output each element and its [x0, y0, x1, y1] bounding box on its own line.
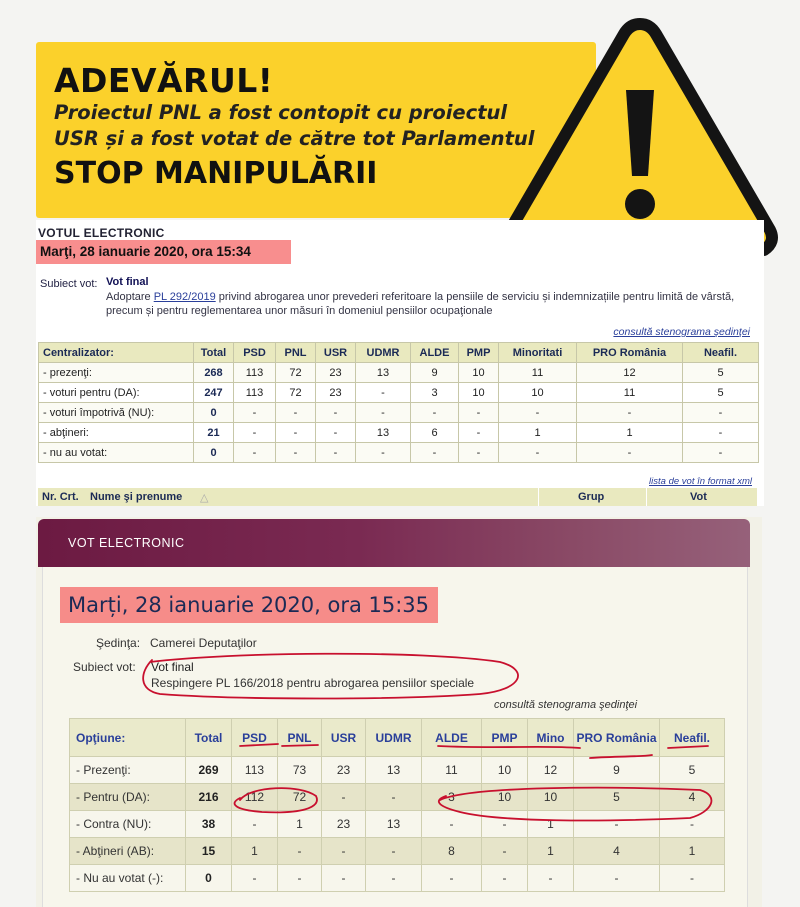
subject-text [106, 290, 761, 318]
table-cell: - [482, 838, 528, 865]
table-cell: - [574, 865, 660, 892]
table-cell: 6 [411, 423, 459, 443]
table-cell: 72 [278, 784, 322, 811]
nr-crt-header[interactable]: Nr. Crt. [42, 491, 79, 503]
table-cell: 1 [528, 811, 574, 838]
banner-stop-text: STOP MANIPULĂRII [54, 156, 378, 191]
table-cell: 10 [482, 784, 528, 811]
table-cell: 268 [194, 363, 234, 383]
table-cell: 13 [366, 811, 422, 838]
table-cell: 9 [574, 757, 660, 784]
table-cell: 10 [499, 383, 577, 403]
table-cell: - [356, 443, 411, 463]
table-cell: 247 [194, 383, 234, 403]
column-header: Opţiune: [70, 719, 186, 757]
table-cell: 0 [194, 443, 234, 463]
vote-header: VOTUL ELECTRONIC [38, 226, 165, 240]
table-cell: - [366, 784, 422, 811]
column-header: USR [316, 343, 356, 363]
table-cell: 10 [482, 757, 528, 784]
table-cell: - [356, 403, 411, 423]
table-cell: - [316, 403, 356, 423]
table-cell: - [278, 865, 322, 892]
table-cell: 1 [660, 838, 725, 865]
xml-list-link[interactable]: lista de vot în format xml [649, 476, 752, 487]
table-cell: - [232, 811, 278, 838]
banner-line-1: Proiectul PNL a fost contopit cu proiectul [54, 101, 508, 124]
table-row [70, 838, 725, 865]
deputies-list-header [38, 488, 757, 506]
table-cell: - [660, 811, 725, 838]
table-row [39, 383, 759, 403]
table-cell: - [422, 865, 482, 892]
table-cell: 13 [356, 423, 411, 443]
table-header-row [39, 343, 759, 363]
subject-text-after: privind abrogarea unor prevederi referitoare la pensiile de serviciu și indemnizațiile pentru limită de vârstă, precum și pentru reglementarea unor măsuri în domeniul pensiilor ocupaţionale [106, 291, 735, 317]
table-cell: - [577, 403, 683, 423]
subject-title: Vot final [106, 276, 149, 288]
subject-text: Respingere PL 166/2018 pentru abrogarea pensiilor speciale [151, 676, 475, 690]
table-cell: - [276, 403, 316, 423]
column-header: ALDE [422, 719, 482, 757]
column-header: ALDE [411, 343, 459, 363]
table-cell: - [411, 403, 459, 423]
table-cell: 0 [186, 865, 232, 892]
table-cell: 9 [411, 363, 459, 383]
table-cell: 0 [194, 403, 234, 423]
table-row [70, 865, 725, 892]
table-row [70, 784, 725, 811]
column-header: PMP [482, 719, 528, 757]
table-cell: - [232, 865, 278, 892]
table-cell: 1 [577, 423, 683, 443]
table-cell: - [234, 423, 276, 443]
table-cell: 13 [356, 363, 411, 383]
table-cell: 12 [577, 363, 683, 383]
table-cell: - [499, 403, 577, 423]
table-row [70, 811, 725, 838]
table-cell: - [276, 443, 316, 463]
table-cell: 10 [459, 383, 499, 403]
table-cell: - [322, 838, 366, 865]
table-cell: - [459, 423, 499, 443]
table-cell: - [234, 443, 276, 463]
column-header: Centralizator: [39, 343, 194, 363]
table-cell: - [482, 865, 528, 892]
table-cell: - [316, 443, 356, 463]
table-cell: - [278, 838, 322, 865]
table-cell: - [528, 865, 574, 892]
row-label: - Nu au votat (-): [70, 865, 186, 892]
table-cell: - [683, 443, 759, 463]
table-row [39, 443, 759, 463]
vote-summary-table [38, 342, 759, 463]
column-header: UDMR [356, 343, 411, 363]
table-cell: 269 [186, 757, 232, 784]
transcript-link[interactable]: consultă stenograma şedinţei [494, 699, 638, 711]
banner-title: ADEVĂRUL! [54, 61, 274, 100]
table-cell: - [574, 811, 660, 838]
table-cell: 10 [528, 784, 574, 811]
row-label: - voturi pentru (DA): [39, 383, 194, 403]
table-row [39, 403, 759, 423]
table-cell: 1 [499, 423, 577, 443]
table-cell: 13 [366, 757, 422, 784]
table-cell: - [422, 811, 482, 838]
table-cell: - [482, 811, 528, 838]
column-header: Total [186, 719, 232, 757]
row-label: - voturi împotrivă (NU): [39, 403, 194, 423]
table-cell: - [366, 865, 422, 892]
vote-date-highlighted: Marţi, 28 ianuarie 2020, ora 15:34 [36, 240, 291, 264]
vote-screenshot-1534 [36, 220, 764, 506]
table-cell: - [499, 443, 577, 463]
table-row [39, 363, 759, 383]
name-header[interactable]: Nume şi prenume [90, 491, 183, 503]
row-label: - Prezenţi: [70, 757, 186, 784]
table-cell: 12 [528, 757, 574, 784]
table-cell: 72 [276, 363, 316, 383]
table-cell: - [234, 403, 276, 423]
table-cell: - [459, 443, 499, 463]
table-cell: 113 [232, 757, 278, 784]
table-cell: 11 [422, 757, 482, 784]
column-header: PNL [276, 343, 316, 363]
table-cell: 73 [278, 757, 322, 784]
column-header: PSD [232, 719, 278, 757]
column-header: PRO România [574, 719, 660, 757]
table-cell: 113 [234, 363, 276, 383]
table-cell: 1 [528, 838, 574, 865]
table-cell: - [322, 784, 366, 811]
table-cell: 21 [194, 423, 234, 443]
vote-title-bar [38, 519, 750, 567]
column-header: USR [322, 719, 366, 757]
table-cell: - [316, 423, 356, 443]
table-cell: 8 [422, 838, 482, 865]
table-cell: 113 [234, 383, 276, 403]
row-label: - Pentru (DA): [70, 784, 186, 811]
row-label: - prezenţi: [39, 363, 194, 383]
row-label: - Abţineri (AB): [70, 838, 186, 865]
row-label: - abţineri: [39, 423, 194, 443]
table-cell: 11 [577, 383, 683, 403]
table-cell: 11 [499, 363, 577, 383]
column-header: Total [194, 343, 234, 363]
table-cell: 3 [422, 784, 482, 811]
table-cell: 4 [574, 838, 660, 865]
row-label: - nu au votat: [39, 443, 194, 463]
vote-bar-title: VOT ELECTRONIC [68, 536, 185, 550]
table-cell: 10 [459, 363, 499, 383]
table-cell: 112 [232, 784, 278, 811]
vote-options-table [69, 718, 725, 892]
column-header: UDMR [366, 719, 422, 757]
table-header-row [70, 719, 725, 757]
column-header: PMP [459, 343, 499, 363]
banner-line-2: USR și a fost votat de către tot Parlamentul [54, 127, 535, 150]
table-cell: - [683, 423, 759, 443]
column-header: Neafil. [683, 343, 759, 363]
table-cell: - [459, 403, 499, 423]
table-cell: 5 [660, 757, 725, 784]
table-cell: 15 [186, 838, 232, 865]
table-cell: - [276, 423, 316, 443]
column-header: Neafil. [660, 719, 725, 757]
sort-triangle-icon[interactable]: △ [200, 492, 209, 504]
subject-text-before: Adoptare [106, 291, 154, 303]
vote-header-col[interactable]: Vot [690, 491, 707, 503]
table-cell: 216 [186, 784, 232, 811]
table-cell: 23 [316, 383, 356, 403]
table-cell: 23 [316, 363, 356, 383]
table-cell: - [356, 383, 411, 403]
column-header: Minoritati [499, 343, 577, 363]
subject-box [106, 276, 761, 322]
table-cell: 23 [322, 757, 366, 784]
subject-label: Subiect vot: [40, 278, 98, 290]
table-cell: - [683, 403, 759, 423]
subject-label: Subiect vot: [73, 660, 136, 674]
bill-link[interactable]: PL 292/2019 [153, 291, 216, 303]
sedinta-value: Camerei Deputaţilor [150, 636, 257, 650]
table-cell: - [660, 865, 725, 892]
table-cell: 5 [683, 363, 759, 383]
table-cell: 5 [683, 383, 759, 403]
table-cell: 5 [574, 784, 660, 811]
vote-date-highlighted: Marți, 28 ianuarie 2020, ora 15:35 [60, 587, 438, 623]
row-label: - Contra (NU): [70, 811, 186, 838]
table-cell: - [411, 443, 459, 463]
table-row [39, 423, 759, 443]
table-cell: 23 [322, 811, 366, 838]
column-header: PNL [278, 719, 322, 757]
table-cell: 72 [276, 383, 316, 403]
column-header: PRO România [577, 343, 683, 363]
transcript-link[interactable]: consultă stenograma şedinţei [613, 326, 750, 338]
table-cell: - [577, 443, 683, 463]
table-cell: 1 [232, 838, 278, 865]
column-header: Mino [528, 719, 574, 757]
table-cell: 1 [278, 811, 322, 838]
sedinta-label: Şedinţa: [96, 636, 141, 650]
column-header: PSD [234, 343, 276, 363]
table-cell: - [322, 865, 366, 892]
table-cell: 4 [660, 784, 725, 811]
table-row [70, 757, 725, 784]
subject-title: Vot final [151, 660, 194, 674]
table-cell: 3 [411, 383, 459, 403]
table-cell: 38 [186, 811, 232, 838]
table-cell: - [366, 838, 422, 865]
group-header[interactable]: Grup [578, 491, 605, 503]
